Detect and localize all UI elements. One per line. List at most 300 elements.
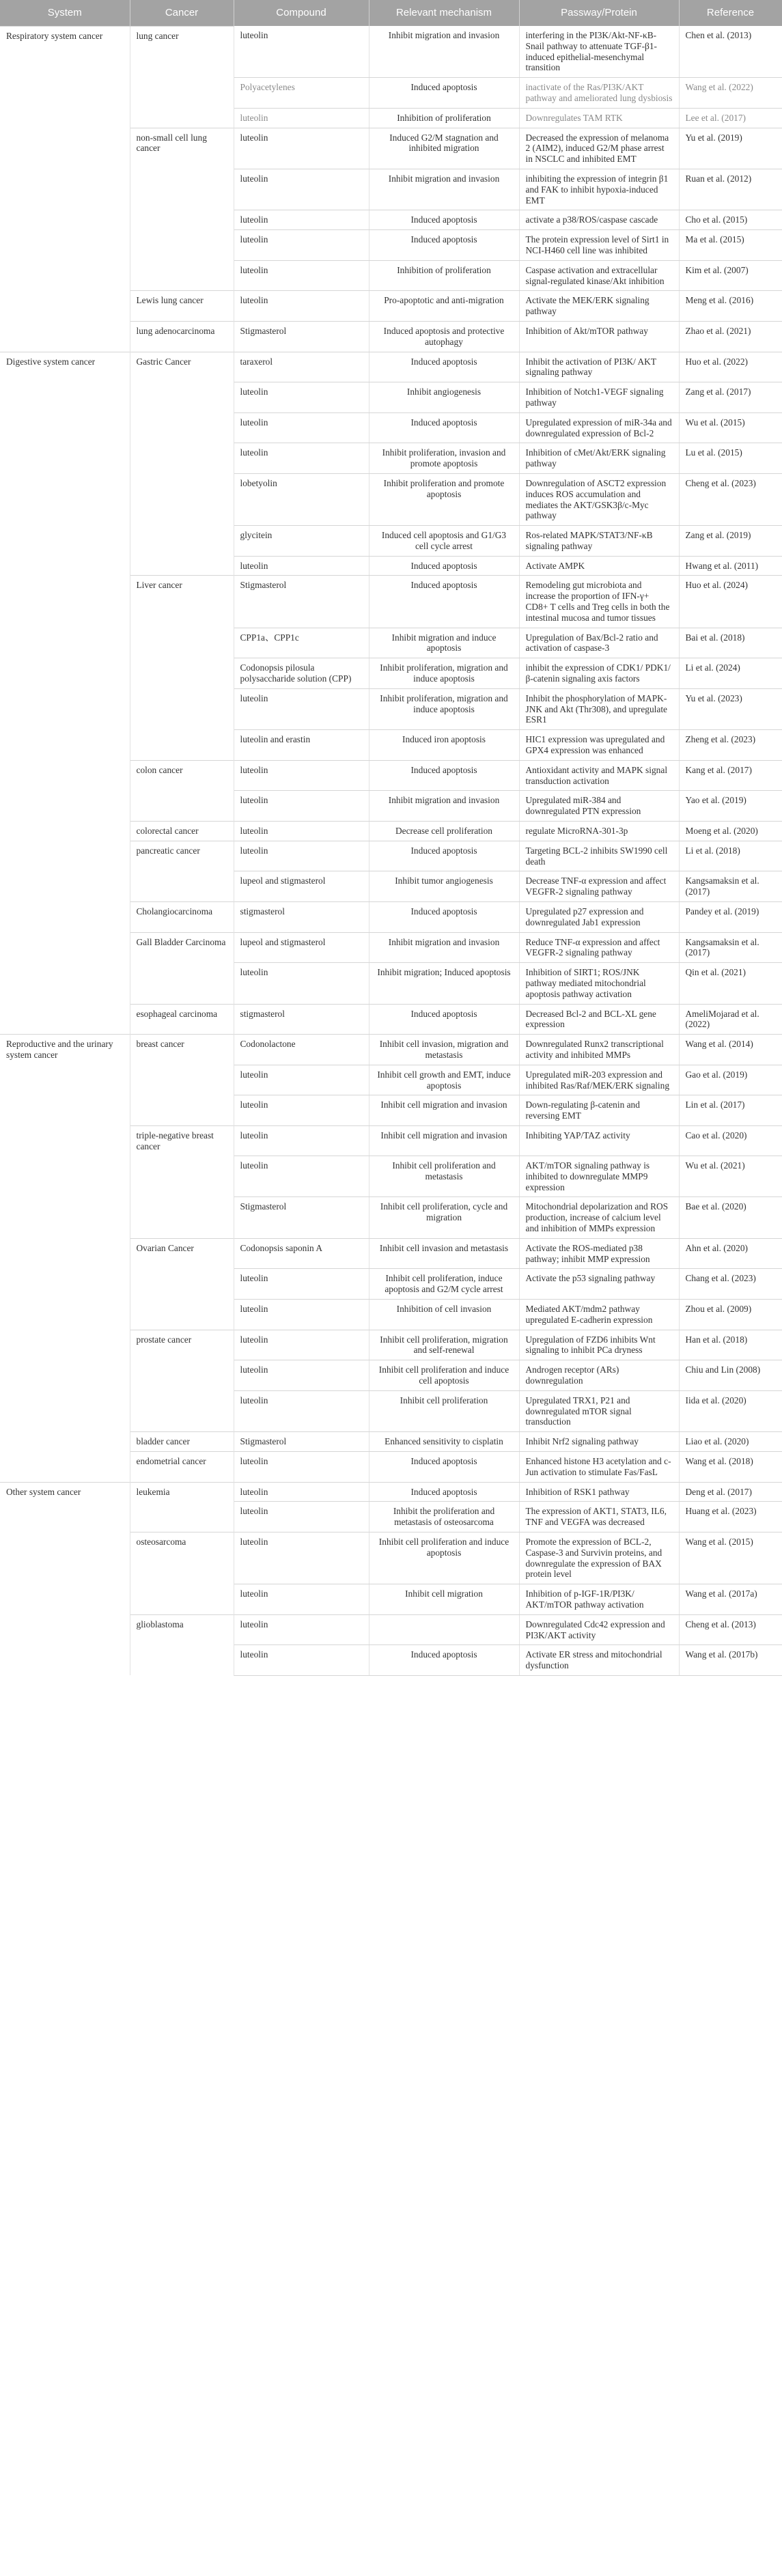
row-system-cell bbox=[0, 1300, 130, 1330]
row-pathway-cell: activate a p38/ROS/caspase cascade bbox=[519, 210, 679, 230]
row-pathway-cell: Activate the p53 signaling pathway bbox=[519, 1269, 679, 1300]
row-cancer-cell bbox=[130, 791, 234, 822]
row-compound-cell: luteolin bbox=[234, 841, 369, 871]
row-reference-cell: Wang et al. (2017b) bbox=[679, 1645, 782, 1676]
row-pathway-cell: Mediated AKT/mdm2 pathway upregulated E-cadherin expression bbox=[519, 1300, 679, 1330]
row-compound-cell: luteolin bbox=[234, 1645, 369, 1676]
row-system-cell bbox=[0, 1125, 130, 1156]
row-pathway-cell: Inhibition of cMet/Akt/ERK signaling pathway bbox=[519, 443, 679, 474]
row-mechanism-cell: Induced apoptosis bbox=[369, 230, 519, 261]
row-mechanism-cell: Inhibit cell proliferation, migration and self-renewal bbox=[369, 1330, 519, 1360]
row-reference-cell: Deng et al. (2017) bbox=[679, 1482, 782, 1502]
row-mechanism-cell: Inhibit cell proliferation, cycle and migration bbox=[369, 1197, 519, 1238]
table-row bbox=[0, 1269, 782, 1300]
row-mechanism-cell: Induced apoptosis bbox=[369, 1482, 519, 1502]
row-cancer-cell: bladder cancer bbox=[130, 1432, 234, 1452]
row-reference-cell: Huang et al. (2023) bbox=[679, 1502, 782, 1532]
row-compound-cell: Stigmasterol bbox=[234, 1432, 369, 1452]
row-reference-cell: Qin et al. (2021) bbox=[679, 963, 782, 1004]
row-mechanism-cell: Inhibit proliferation, invasion and promote apoptosis bbox=[369, 443, 519, 474]
row-mechanism-cell: Inhibit cell proliferation and metastasis bbox=[369, 1156, 519, 1197]
row-mechanism-cell: Induced apoptosis bbox=[369, 902, 519, 933]
row-reference-cell: Kangsamaksin et al. (2017) bbox=[679, 871, 782, 902]
row-mechanism-cell: Induced apoptosis bbox=[369, 1452, 519, 1483]
row-reference-cell: Kangsamaksin et al. (2017) bbox=[679, 932, 782, 963]
row-pathway-cell: Upregulation of Bax/Bcl-2 ratio and activation of caspase-3 bbox=[519, 628, 679, 658]
row-system-cell bbox=[0, 1532, 130, 1584]
row-compound-cell: Polyacetylenes bbox=[234, 78, 369, 109]
table-row bbox=[0, 1584, 782, 1615]
row-system-cell bbox=[0, 1614, 130, 1645]
table-row bbox=[0, 730, 782, 761]
table-row bbox=[0, 260, 782, 291]
row-system-cell bbox=[0, 1095, 130, 1126]
row-pathway-cell: Downregulation of ASCT2 expression induces ROS accumulation and mediates the AKT/GSK3β/c-Myc pathway bbox=[519, 473, 679, 525]
table-row bbox=[0, 1330, 782, 1360]
row-compound-cell: Codonopsis pilosula polysaccharide solution (CPP) bbox=[234, 658, 369, 689]
row-mechanism-cell: Inhibit cell invasion, migration and metastasis bbox=[369, 1035, 519, 1065]
row-cancer-cell bbox=[130, 1584, 234, 1615]
row-reference-cell: Wang et al. (2022) bbox=[679, 78, 782, 109]
row-reference-cell: Cho et al. (2015) bbox=[679, 210, 782, 230]
row-reference-cell: Ma et al. (2015) bbox=[679, 230, 782, 261]
table-row bbox=[0, 1095, 782, 1126]
row-system-cell bbox=[0, 822, 130, 841]
table-row bbox=[0, 1125, 782, 1156]
row-reference-cell: Wang et al. (2017a) bbox=[679, 1584, 782, 1615]
row-mechanism-cell: Inhibit migration and invasion bbox=[369, 791, 519, 822]
row-mechanism-cell: Inhibit tumor angiogenesis bbox=[369, 871, 519, 902]
table-row bbox=[0, 932, 782, 963]
row-system-cell bbox=[0, 78, 130, 109]
row-reference-cell: Hwang et al. (2011) bbox=[679, 556, 782, 576]
row-cancer-cell bbox=[130, 169, 234, 210]
row-reference-cell: Chen et al. (2013) bbox=[679, 26, 782, 78]
row-compound-cell: luteolin bbox=[234, 791, 369, 822]
row-pathway-cell: Activate the ROS-mediated p38 pathway; inhibit MMP expression bbox=[519, 1238, 679, 1269]
row-system-cell bbox=[0, 628, 130, 658]
row-mechanism-cell bbox=[369, 1614, 519, 1645]
row-reference-cell: Liao et al. (2020) bbox=[679, 1432, 782, 1452]
row-pathway-cell: Down-regulating β-catenin and reversing EMT bbox=[519, 1095, 679, 1126]
row-reference-cell: Zhao et al. (2021) bbox=[679, 321, 782, 352]
row-cancer-cell bbox=[130, 1390, 234, 1431]
row-mechanism-cell: Pro-apoptotic and anti-migration bbox=[369, 291, 519, 322]
row-mechanism-cell: Decrease cell proliferation bbox=[369, 822, 519, 841]
row-system-cell bbox=[0, 1197, 130, 1238]
row-reference-cell: Chiu and Lin (2008) bbox=[679, 1360, 782, 1391]
row-cancer-cell: Cholangiocarcinoma bbox=[130, 902, 234, 933]
table-row bbox=[0, 1360, 782, 1391]
row-mechanism-cell: Inhibit cell proliferation, induce apoptosis and G2/M cycle arrest bbox=[369, 1269, 519, 1300]
table-row bbox=[0, 1452, 782, 1483]
row-compound-cell: Stigmasterol bbox=[234, 1197, 369, 1238]
row-pathway-cell: inactivate of the Ras/PI3K/AKT pathway and ameliorated lung dysbiosis bbox=[519, 78, 679, 109]
row-mechanism-cell: Inhibit cell proliferation and induce apoptosis bbox=[369, 1532, 519, 1584]
row-cancer-cell bbox=[130, 1360, 234, 1391]
row-pathway-cell: AKT/mTOR signaling pathway is inhibited to downregulate MMP9 expression bbox=[519, 1156, 679, 1197]
row-mechanism-cell: Induced iron apoptosis bbox=[369, 730, 519, 761]
table-row bbox=[0, 760, 782, 791]
row-pathway-cell: Inhibition of Akt/mTOR pathway bbox=[519, 321, 679, 352]
row-cancer-cell: Gastric Cancer bbox=[130, 352, 234, 382]
row-compound-cell: luteolin bbox=[234, 1269, 369, 1300]
row-reference-cell: Wang et al. (2015) bbox=[679, 1532, 782, 1584]
row-system-cell bbox=[0, 210, 130, 230]
row-mechanism-cell: Inhibit cell proliferation bbox=[369, 1390, 519, 1431]
row-system-cell bbox=[0, 1502, 130, 1532]
row-pathway-cell: Inhibit the activation of PI3K/ AKT signaling pathway bbox=[519, 352, 679, 382]
row-cancer-cell: pancreatic cancer bbox=[130, 841, 234, 871]
row-cancer-cell: prostate cancer bbox=[130, 1330, 234, 1360]
row-reference-cell: Zang et al. (2019) bbox=[679, 526, 782, 557]
row-system-cell bbox=[0, 291, 130, 322]
row-compound-cell: luteolin bbox=[234, 1360, 369, 1391]
row-cancer-cell: Gall Bladder Carcinoma bbox=[130, 932, 234, 963]
table-row bbox=[0, 169, 782, 210]
row-system-cell bbox=[0, 963, 130, 1004]
row-pathway-cell: Inhibit Nrf2 signaling pathway bbox=[519, 1432, 679, 1452]
table-row bbox=[0, 321, 782, 352]
row-compound-cell: luteolin bbox=[234, 1095, 369, 1126]
row-system-cell bbox=[0, 730, 130, 761]
row-pathway-cell: Inhibition of SIRT1; ROS/JNK pathway mediated mitochondrial apoptosis pathway activation bbox=[519, 963, 679, 1004]
table-body bbox=[0, 26, 782, 1675]
row-compound-cell: luteolin bbox=[234, 760, 369, 791]
row-system-cell bbox=[0, 658, 130, 689]
row-pathway-cell: Inhibit the phosphorylation of MAPK-JNK and Akt (Thr308), and upregulate ESR1 bbox=[519, 688, 679, 729]
table-row bbox=[0, 473, 782, 525]
row-system-cell bbox=[0, 1004, 130, 1035]
row-compound-cell: lupeol and stigmasterol bbox=[234, 932, 369, 963]
row-cancer-cell bbox=[130, 210, 234, 230]
row-system-cell bbox=[0, 1330, 130, 1360]
row-cancer-cell bbox=[130, 526, 234, 557]
row-cancer-cell bbox=[130, 871, 234, 902]
row-cancer-cell: lung adenocarcinoma bbox=[130, 321, 234, 352]
row-compound-cell: luteolin bbox=[234, 443, 369, 474]
table-row bbox=[0, 382, 782, 413]
row-compound-cell: luteolin bbox=[234, 1125, 369, 1156]
row-cancer-cell bbox=[130, 556, 234, 576]
row-cancer-cell bbox=[130, 963, 234, 1004]
row-mechanism-cell: Inhibition of proliferation bbox=[369, 108, 519, 128]
row-reference-cell: Wu et al. (2015) bbox=[679, 412, 782, 443]
row-compound-cell: luteolin bbox=[234, 963, 369, 1004]
row-reference-cell: Zheng et al. (2023) bbox=[679, 730, 782, 761]
row-cancer-cell: non-small cell lung cancer bbox=[130, 128, 234, 169]
row-pathway-cell: Androgen receptor (ARs) downregulation bbox=[519, 1360, 679, 1391]
table-row bbox=[0, 352, 782, 382]
row-mechanism-cell: Enhanced sensitivity to cisplatin bbox=[369, 1432, 519, 1452]
row-mechanism-cell: Induced apoptosis and protective autophagy bbox=[369, 321, 519, 352]
row-reference-cell: Chang et al. (2023) bbox=[679, 1269, 782, 1300]
header-pathway: Passway/Protein bbox=[519, 0, 679, 26]
row-pathway-cell: HIC1 expression was upregulated and GPX4 expression was enhanced bbox=[519, 730, 679, 761]
row-cancer-cell bbox=[130, 230, 234, 261]
row-mechanism-cell: Induced apoptosis bbox=[369, 576, 519, 628]
row-cancer-cell bbox=[130, 473, 234, 525]
table-row bbox=[0, 963, 782, 1004]
row-system-cell bbox=[0, 128, 130, 169]
row-reference-cell: Han et al. (2018) bbox=[679, 1330, 782, 1360]
row-cancer-cell: breast cancer bbox=[130, 1035, 234, 1065]
row-compound-cell: lupeol and stigmasterol bbox=[234, 871, 369, 902]
row-pathway-cell: inhibit the expression of CDK1/ PDK1/β-catenin signaling axis factors bbox=[519, 658, 679, 689]
row-compound-cell: luteolin bbox=[234, 1532, 369, 1584]
row-cancer-cell bbox=[130, 412, 234, 443]
row-mechanism-cell: Inhibit angiogenesis bbox=[369, 382, 519, 413]
row-mechanism-cell: Inhibition of cell invasion bbox=[369, 1300, 519, 1330]
row-pathway-cell: Remodeling gut microbiota and increase the proportion of IFN-γ+ CD8+ T cells and Treg cells in both the intestinal mucosa and tumor tissues bbox=[519, 576, 679, 628]
row-mechanism-cell: Inhibit cell growth and EMT, induce apoptosis bbox=[369, 1065, 519, 1095]
table-row bbox=[0, 576, 782, 628]
row-reference-cell: Yu et al. (2023) bbox=[679, 688, 782, 729]
row-compound-cell: luteolin bbox=[234, 556, 369, 576]
row-compound-cell: luteolin bbox=[234, 1614, 369, 1645]
row-compound-cell: stigmasterol bbox=[234, 902, 369, 933]
table-row bbox=[0, 841, 782, 871]
row-mechanism-cell: Inhibit migration; Induced apoptosis bbox=[369, 963, 519, 1004]
row-system-cell bbox=[0, 1432, 130, 1452]
row-pathway-cell: inhibiting the expression of integrin β1 and FAK to inhibit hypoxia-induced EMT bbox=[519, 169, 679, 210]
table-row bbox=[0, 688, 782, 729]
row-system-cell: Digestive system cancer bbox=[0, 352, 130, 382]
table-row bbox=[0, 822, 782, 841]
row-system-cell bbox=[0, 1238, 130, 1269]
row-mechanism-cell: Inhibit proliferation, migration and induce apoptosis bbox=[369, 658, 519, 689]
row-mechanism-cell: Induced apoptosis bbox=[369, 210, 519, 230]
row-mechanism-cell: Inhibit cell proliferation and induce cell apoptosis bbox=[369, 1360, 519, 1391]
row-system-cell bbox=[0, 1269, 130, 1300]
row-mechanism-cell: Inhibit cell invasion and metastasis bbox=[369, 1238, 519, 1269]
table-row bbox=[0, 443, 782, 474]
row-system-cell bbox=[0, 230, 130, 261]
row-mechanism-cell: Induced G2/M stagnation and inhibited migration bbox=[369, 128, 519, 169]
row-cancer-cell bbox=[130, 1502, 234, 1532]
row-reference-cell: Huo et al. (2024) bbox=[679, 576, 782, 628]
row-system-cell bbox=[0, 321, 130, 352]
row-compound-cell: luteolin bbox=[234, 1502, 369, 1532]
table-row bbox=[0, 210, 782, 230]
row-system-cell bbox=[0, 841, 130, 871]
row-system-cell bbox=[0, 1156, 130, 1197]
row-compound-cell: glycitein bbox=[234, 526, 369, 557]
row-pathway-cell: Activate the MEK/ERK signaling pathway bbox=[519, 291, 679, 322]
row-pathway-cell: Decreased Bcl-2 and BCL-XL gene expression bbox=[519, 1004, 679, 1035]
row-system-cell bbox=[0, 526, 130, 557]
row-reference-cell: Bai et al. (2018) bbox=[679, 628, 782, 658]
table-row bbox=[0, 791, 782, 822]
row-reference-cell: Iida et al. (2020) bbox=[679, 1390, 782, 1431]
table-row bbox=[0, 1432, 782, 1452]
row-pathway-cell: regulate MicroRNA-301-3p bbox=[519, 822, 679, 841]
row-cancer-cell bbox=[130, 1300, 234, 1330]
row-reference-cell: Meng et al. (2016) bbox=[679, 291, 782, 322]
row-compound-cell: luteolin bbox=[234, 1482, 369, 1502]
table-row bbox=[0, 526, 782, 557]
row-pathway-cell: Upregulated TRX1, P21 and downregulated mTOR signal transduction bbox=[519, 1390, 679, 1431]
header-cancer: Cancer bbox=[130, 0, 234, 26]
row-pathway-cell: Upregulated p27 expression and downregulated Jab1 expression bbox=[519, 902, 679, 933]
table-row bbox=[0, 1004, 782, 1035]
table-row bbox=[0, 1065, 782, 1095]
row-compound-cell: luteolin bbox=[234, 26, 369, 78]
table-row bbox=[0, 78, 782, 109]
row-pathway-cell: Decrease TNF-α expression and affect VEGFR-2 signaling pathway bbox=[519, 871, 679, 902]
row-cancer-cell bbox=[130, 1645, 234, 1676]
row-compound-cell: luteolin bbox=[234, 1584, 369, 1615]
row-pathway-cell: Upregulation of FZD6 inhibits Wnt signaling to inhibit PCa dryness bbox=[519, 1330, 679, 1360]
row-compound-cell: luteolin bbox=[234, 1300, 369, 1330]
row-cancer-cell bbox=[130, 1065, 234, 1095]
row-mechanism-cell: Inhibit the proliferation and metastasis of osteosarcoma bbox=[369, 1502, 519, 1532]
row-pathway-cell: Inhibition of Notch1-VEGF signaling pathway bbox=[519, 382, 679, 413]
row-cancer-cell bbox=[130, 443, 234, 474]
row-mechanism-cell: Induced apoptosis bbox=[369, 1645, 519, 1676]
row-pathway-cell: Reduce TNF-α expression and affect VEGFR-2 signaling pathway bbox=[519, 932, 679, 963]
row-reference-cell: Moeng et al. (2020) bbox=[679, 822, 782, 841]
row-system-cell bbox=[0, 260, 130, 291]
row-reference-cell: Huo et al. (2022) bbox=[679, 352, 782, 382]
row-system-cell bbox=[0, 443, 130, 474]
row-system-cell bbox=[0, 760, 130, 791]
row-pathway-cell: Targeting BCL-2 inhibits SW1990 cell death bbox=[519, 841, 679, 871]
row-compound-cell: CPP1a、CPP1c bbox=[234, 628, 369, 658]
table-row bbox=[0, 1035, 782, 1065]
table-row bbox=[0, 1238, 782, 1269]
row-pathway-cell: Ros-related MAPK/STAT3/NF-κB signaling pathway bbox=[519, 526, 679, 557]
row-reference-cell: Wu et al. (2021) bbox=[679, 1156, 782, 1197]
table-row bbox=[0, 291, 782, 322]
row-reference-cell: Lu et al. (2015) bbox=[679, 443, 782, 474]
row-mechanism-cell: Inhibit migration and invasion bbox=[369, 169, 519, 210]
row-reference-cell: AmeliMojarad et al. (2022) bbox=[679, 1004, 782, 1035]
row-cancer-cell bbox=[130, 628, 234, 658]
table-row bbox=[0, 1156, 782, 1197]
row-compound-cell: luteolin bbox=[234, 412, 369, 443]
row-system-cell bbox=[0, 473, 130, 525]
table-row bbox=[0, 128, 782, 169]
row-reference-cell: Cheng et al. (2023) bbox=[679, 473, 782, 525]
row-reference-cell: Zhou et al. (2009) bbox=[679, 1300, 782, 1330]
row-cancer-cell bbox=[130, 1156, 234, 1197]
row-pathway-cell: Inhibition of p-IGF-1R/PI3K/ AKT/mTOR pathway activation bbox=[519, 1584, 679, 1615]
row-cancer-cell bbox=[130, 1269, 234, 1300]
row-compound-cell: luteolin bbox=[234, 382, 369, 413]
row-mechanism-cell: Inhibition of proliferation bbox=[369, 260, 519, 291]
row-cancer-cell: leukemia bbox=[130, 1482, 234, 1502]
row-mechanism-cell: Inhibit proliferation and promote apoptosis bbox=[369, 473, 519, 525]
row-reference-cell: Wang et al. (2018) bbox=[679, 1452, 782, 1483]
row-system-cell: Reproductive and the urinary system cancer bbox=[0, 1035, 130, 1065]
row-pathway-cell: Downregulates TAM RTK bbox=[519, 108, 679, 128]
table-row bbox=[0, 1197, 782, 1238]
row-system-cell bbox=[0, 169, 130, 210]
row-compound-cell: luteolin bbox=[234, 1390, 369, 1431]
row-cancer-cell: colon cancer bbox=[130, 760, 234, 791]
row-pathway-cell: The protein expression level of Sirt1 in NCI-H460 cell line was inhibited bbox=[519, 230, 679, 261]
row-pathway-cell: Upregulated expression of miR-34a and downregulated expression of Bcl-2 bbox=[519, 412, 679, 443]
row-cancer-cell: lung cancer bbox=[130, 26, 234, 78]
row-system-cell bbox=[0, 932, 130, 963]
header-reference: Reference bbox=[679, 0, 782, 26]
row-pathway-cell: Inhibiting YAP/TAZ activity bbox=[519, 1125, 679, 1156]
row-compound-cell: luteolin bbox=[234, 169, 369, 210]
row-compound-cell: Codonopsis saponin A bbox=[234, 1238, 369, 1269]
row-reference-cell: Wang et al. (2014) bbox=[679, 1035, 782, 1065]
table-row bbox=[0, 230, 782, 261]
row-mechanism-cell: Induced apoptosis bbox=[369, 78, 519, 109]
row-reference-cell: Pandey et al. (2019) bbox=[679, 902, 782, 933]
row-compound-cell: taraxerol bbox=[234, 352, 369, 382]
row-reference-cell: Cao et al. (2020) bbox=[679, 1125, 782, 1156]
row-compound-cell: luteolin and erastin bbox=[234, 730, 369, 761]
row-pathway-cell: Downregulated Cdc42 expression and PI3K/AKT activity bbox=[519, 1614, 679, 1645]
row-system-cell bbox=[0, 688, 130, 729]
row-reference-cell: Lee et al. (2017) bbox=[679, 108, 782, 128]
row-reference-cell: Gao et al. (2019) bbox=[679, 1065, 782, 1095]
row-cancer-cell: glioblastoma bbox=[130, 1614, 234, 1645]
row-mechanism-cell: Induced apoptosis bbox=[369, 412, 519, 443]
row-pathway-cell: Upregulated miR-203 expression and inhibited Ras/Raf/MEK/ERK signaling bbox=[519, 1065, 679, 1095]
row-mechanism-cell: Inhibit migration and invasion bbox=[369, 26, 519, 78]
row-reference-cell: Kang et al. (2017) bbox=[679, 760, 782, 791]
table-row bbox=[0, 1614, 782, 1645]
row-cancer-cell: triple-negative breast cancer bbox=[130, 1125, 234, 1156]
header-compound: Compound bbox=[234, 0, 369, 26]
table-row bbox=[0, 1502, 782, 1532]
table-row bbox=[0, 902, 782, 933]
row-pathway-cell: Inhibition of RSK1 pathway bbox=[519, 1482, 679, 1502]
row-cancer-cell: esophageal carcinoma bbox=[130, 1004, 234, 1035]
row-pathway-cell: Antioxidant activity and MAPK signal transduction activation bbox=[519, 760, 679, 791]
row-system-cell bbox=[0, 412, 130, 443]
row-reference-cell: Ahn et al. (2020) bbox=[679, 1238, 782, 1269]
row-compound-cell: luteolin bbox=[234, 1452, 369, 1483]
row-compound-cell: stigmasterol bbox=[234, 1004, 369, 1035]
table-row bbox=[0, 1532, 782, 1584]
row-compound-cell: luteolin bbox=[234, 291, 369, 322]
row-cancer-cell: Lewis lung cancer bbox=[130, 291, 234, 322]
table-row bbox=[0, 658, 782, 689]
row-compound-cell: luteolin bbox=[234, 688, 369, 729]
row-mechanism-cell: Inhibit proliferation, migration and induce apoptosis bbox=[369, 688, 519, 729]
row-cancer-cell bbox=[130, 1197, 234, 1238]
row-system-cell: Respiratory system cancer bbox=[0, 26, 130, 78]
row-cancer-cell: osteosarcoma bbox=[130, 1532, 234, 1584]
row-cancer-cell: endometrial cancer bbox=[130, 1452, 234, 1483]
row-reference-cell: Bae et al. (2020) bbox=[679, 1197, 782, 1238]
row-cancer-cell bbox=[130, 108, 234, 128]
table-row bbox=[0, 1390, 782, 1431]
row-reference-cell: Zang et al. (2017) bbox=[679, 382, 782, 413]
row-compound-cell: luteolin bbox=[234, 128, 369, 169]
row-mechanism-cell: Inhibit migration and invasion bbox=[369, 932, 519, 963]
row-compound-cell: Codonolactone bbox=[234, 1035, 369, 1065]
row-compound-cell: luteolin bbox=[234, 1065, 369, 1095]
table-row bbox=[0, 108, 782, 128]
row-cancer-cell bbox=[130, 688, 234, 729]
row-reference-cell: Ruan et al. (2012) bbox=[679, 169, 782, 210]
header-mechanism: Relevant mechanism bbox=[369, 0, 519, 26]
row-compound-cell: luteolin bbox=[234, 1330, 369, 1360]
row-cancer-cell: Liver cancer bbox=[130, 576, 234, 628]
row-mechanism-cell: Inhibit migration and induce apoptosis bbox=[369, 628, 519, 658]
row-reference-cell: Yao et al. (2019) bbox=[679, 791, 782, 822]
row-cancer-cell bbox=[130, 730, 234, 761]
row-system-cell bbox=[0, 1645, 130, 1676]
